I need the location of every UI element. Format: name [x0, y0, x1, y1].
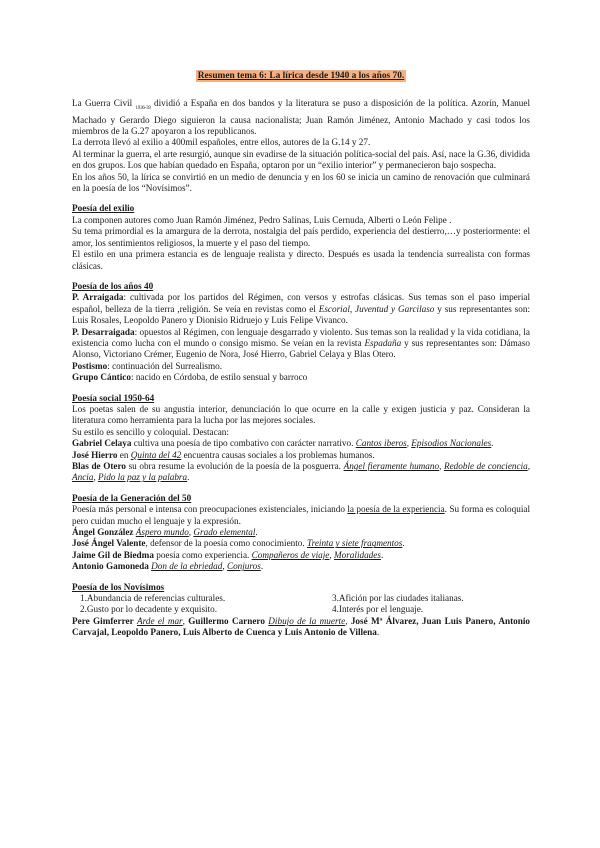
- work-title: Treinta y siete fragmentos: [307, 538, 403, 549]
- section-gen50: [72, 493, 530, 573]
- work-title: Áspero mundo: [135, 527, 189, 538]
- novisimos-authors: Pere Gimferrer Arde el mar, Guillermo Carnero Dibujo de la muerte, José Mª Álvarez, Juan Luis Panero, Antonio Carvajal, Leopoldo Panero, Luis Alberto de Cuenca y Luis Antonio de Villena.: [72, 615, 530, 638]
- document-page: [72, 70, 530, 639]
- author-otero: Blas de Otero su obra resume la evolución de la poesía de la posguerra. Ángel fieramente humano, Redoble de conciencia, Ancia, Pido la paz y la palabra.: [72, 461, 531, 483]
- intro-section: [72, 98, 530, 194]
- exilio-authors: La componen autores como Juan Ramón Jiménez, Pedro Salinas, Luis Cernuda, Alberti o León Felipe .: [72, 214, 452, 225]
- grupo-cantico: Grupo Cántico: nacido en Córdoba, de estilo sensual y barroco: [72, 372, 308, 383]
- work-title: Ancia: [72, 472, 94, 483]
- author-celaya: Gabriel Celaya cultiva una poesía de tipo combativo con carácter narrativo. Cantos iberos, Episodios Nacionales.: [72, 438, 494, 449]
- section-heading-exilio: Poesía del exilio: [72, 203, 135, 214]
- section-anos40: [72, 281, 530, 384]
- feature-item: 1.Abundancia de referencias culturales.: [80, 593, 226, 604]
- author-biedma: Jaime Gil de Biedma poesía como experiencia. Compañeros de viaje, Moralidades.: [72, 549, 384, 560]
- author-gamoneda: Antonio Gamoneda Don de la ebriedad, Conjuros.: [72, 561, 264, 572]
- document-title: Resumen tema 6: La lírica desde 1940 a los años 70.: [197, 71, 405, 81]
- poesia-arraigada: P. Arraigada: cultivada por los partidos del Régimen, con versos y estrofas clásicas. Sus temas son el paso imperial español, belleza de la tierra ,religión. Se veía en revistas como el Escorial, Juventud y Garcilaso y sus representantes son: Luis Rosales, Leopoldo Panero y Dionisio Ridruejo y Luis Felipe Vivanco.: [72, 292, 531, 326]
- intro-paragraph-civil-war: La Guerra Civil $_{1936-39}$ dividió a España en dos bandos y la literatura se puso a disposición de la política. Azorín, Manuel Machado y Gerardo Diego siguieron la causa nacionalista; Juan Ramón Jiménez, Antonio Machado y casi todos los miembros de la G.27 apoyaron a los republicanos.: [72, 98, 530, 137]
- exilio-themes: Su tema primordial es la amargura de la derrota, nostalgia del país perdido, experiencia del destierro,…y posteriormente: el amor, los sentimientos religiosos, la muerte y el paso del tiempo.: [72, 226, 530, 248]
- work-title: Quinta del 42: [130, 449, 182, 460]
- work-title: Moralidades: [333, 549, 381, 560]
- work-title: Pido la paz y la palabra: [98, 472, 188, 483]
- author-hierro: José Hierro en Quinta del 42 encuentra causas sociales a los problemas humanos.: [72, 449, 375, 460]
- section-heading-anos40: Poesía de los años 40: [72, 280, 154, 291]
- author-valente: José Ángel Valente, defensor de la poesía como conocimiento. Treinta y siete fragmentos.: [72, 538, 405, 549]
- postismo: Postismo: continuación del Surrealismo.: [72, 360, 223, 371]
- work-title: Cantos iberos: [355, 438, 407, 449]
- work-title: Ángel fieramente humano: [343, 461, 440, 472]
- work-title: Conjuros: [226, 561, 261, 572]
- feature-item: 2.Gusto por lo decadente y exquisito.: [80, 604, 218, 615]
- features-row: [72, 593, 530, 604]
- work-title: Arde el mar: [137, 615, 183, 626]
- poesia-desarraigada: P. Desarraigada: opuestos al Régimen, con lenguaje desgarrado y violento. Sus temas son la realidad y la vida cotidiana, la existencia como lucha con el mundo o consigo mismo. Se veían en la revista Espadaña y sus representantes son: Dámaso Alonso, Victoriano Crémer, Eugenio de Nora, José Hierro, Gabriel Celaya y Blas Otero.: [72, 326, 530, 360]
- author-gonzalez: Ángel González Áspero mundo, Grado elemental.: [72, 527, 258, 538]
- social-intro: Los poetas salen de su angustia interior, denunciación lo que ocurre en la calle y exigen justicia y paz. Consideran la literatura como herramienta para la lucha por las mejores sociales.: [72, 403, 530, 426]
- work-title: Dibujo de la muerte: [268, 615, 346, 626]
- section-novisimos: [72, 582, 530, 639]
- work-title: Grado elemental: [193, 527, 256, 538]
- social-style: Su estilo es sencillo y coloquial. Destacan:: [72, 426, 229, 437]
- work-title: Episodios Nacionales: [411, 438, 492, 449]
- work-title: Redoble de conciencia: [443, 461, 528, 472]
- feature-item: 3.Afición por las ciudades italianas.: [332, 593, 464, 604]
- work-title: Don de la ebriedad: [151, 561, 223, 572]
- work-title: Compañeros de viaje: [251, 549, 330, 560]
- section-social: [72, 393, 530, 484]
- feature-item: 4.Interés por el lenguaje.: [332, 604, 424, 615]
- section-heading-social: Poesía social 1950-64: [72, 392, 155, 403]
- intro-paragraph-fifties: En los años 50, la lírica se convirtió en un medio de denuncia y en los 60 se inicia un camino de renovación que culminará en la poesía de los “Novísimos”.: [72, 171, 530, 194]
- section-heading-gen50: Poesía de la Generación del 50: [72, 492, 192, 503]
- exilio-style: El estilo en una primera estancia es de lenguaje realista y directo. Después es usada la tendencia surrealista con formas clásicas.: [72, 249, 530, 271]
- section-exilio: [72, 203, 530, 271]
- gen50-intro: Poesía más personal e intensa con preocupaciones existenciales, iniciando la poesía de la experiencia. Su forma es coloquial pero cuidan mucho el lenguaje y la expresión.: [72, 504, 531, 526]
- war-years: 1936-39: [135, 106, 151, 112]
- features-row: [72, 604, 530, 615]
- intro-paragraph-postwar: Al terminar la guerra, el arte resurgió, aunque sin evadirse de la situación política-social del país. Así, nace la G.36, dividida en dos grupos. Los que habían quedado en España, optaron por un “exilio interior” y permanecieron bajo sospecha.: [72, 148, 530, 171]
- section-heading-novisimos: Poesía de los Novísimos: [72, 581, 165, 592]
- intro-paragraph-exile: La derrota llevó al exilio a 400mil españoles, entre ellos, autores de la G.14 y 27.: [72, 137, 371, 148]
